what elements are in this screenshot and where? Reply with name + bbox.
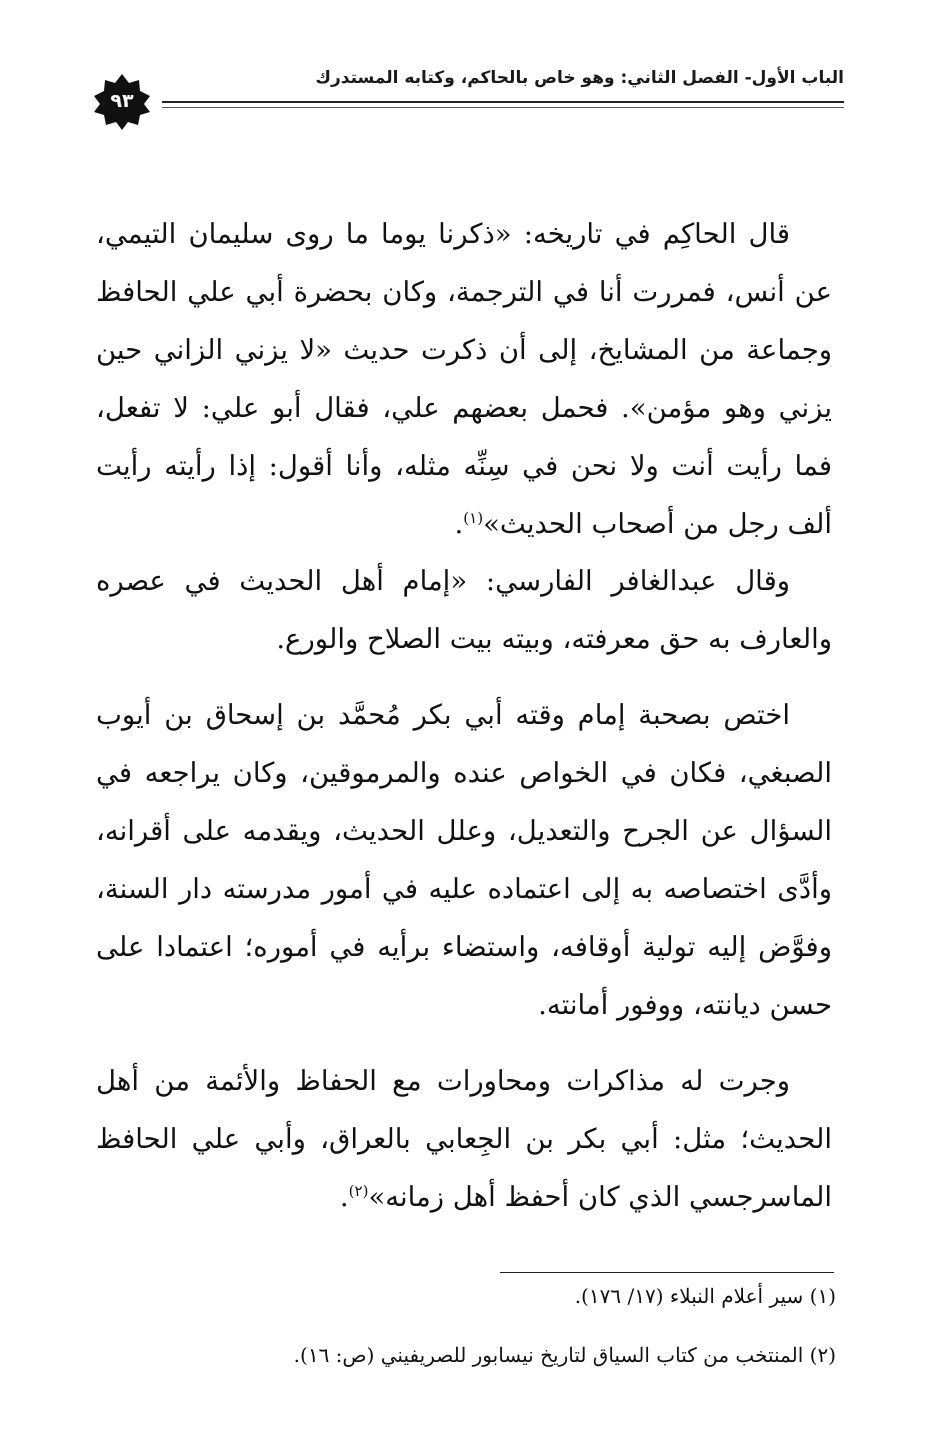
paragraph-4-end: . xyxy=(339,1181,349,1213)
paragraph-3 xyxy=(96,686,832,1034)
paragraph-1 xyxy=(96,205,832,553)
footnote-2: (٢) المنتخب من كتاب السياق لتاريخ نيسابور للصريفيني (ص: ١٦). xyxy=(293,1343,836,1367)
paragraph-1-text: قال الحاكِم في تاريخه: «ذكرنا يوما ما روى سليمان التيمي، عن أنس، فمررت أنا في الترجمة، وكان بحضرة أبي علي الحافظ وجماعة من المشايخ، إلى أن ذكرت حديث «لا يزني الزاني حين يزني وهو مؤمن». فحمل بعضهم علي، فقال أبو علي: لا تفعل، فما رأيت أنت ولا نحن في سِنِّه مثله، وأنا أقول: إذا رأيته رأيت ألف رجل من أصحاب الحديث» xyxy=(96,218,832,540)
page-number: ٩٣ xyxy=(110,90,134,112)
footnote-divider xyxy=(500,1272,834,1273)
paragraph-2 xyxy=(96,552,832,668)
footnote-1: (١) سير أعلام النبلاء (١٧/ ١٧٦). xyxy=(574,1284,836,1308)
paragraph-4 xyxy=(96,1052,832,1226)
footnote-ref-2: (٢) xyxy=(348,1181,369,1200)
footnote-ref-1: (١) xyxy=(463,508,484,527)
paragraph-1-end: . xyxy=(454,508,464,540)
paragraph-2-text: وقال عبدالغافر الفارسي: «إمام أهل الحديث في عصره والعارف به حق معرفته، وبيته بيت الصلاح والورع. xyxy=(96,565,832,655)
header-rule xyxy=(162,101,844,108)
footnotes xyxy=(96,1282,836,1400)
running-header xyxy=(92,58,844,128)
header-title: الباب الأول- الفصل الثاني: وهو خاص بالحاكم، وكتابه المستدرك xyxy=(315,68,844,88)
paragraph-3-text: اختص بصحبة إمام وقته أبي بكر مُحمَّد بن إسحاق بن أيوب الصبغي، فكان في الخواص عنده والمرموقين، وكان يراجعه في السؤال عن الجرح والتعديل، وعلل الحديث، ويقدمه على أقرانه، وأدَّى اختصاصه به إلى اعتماده عليه في أمور مدرسته دار السنة، وفوَّض إليه تولية أوقافه، واستضاء برأيه في أموره؛ اعتمادا على حسن ديانته، ووفور أمانته. xyxy=(96,699,832,1021)
paragraph-4-text: وجرت له مذاكرات ومحاورات مع الحفاظ والأئمة من أهل الحديث؛ مثل: أبي بكر بن الجِعابي بالعراق، وأبي علي الحافظ الماسرجسي الذي كان أحفظ أهل زمانه» xyxy=(96,1065,832,1213)
page-number-badge xyxy=(92,72,152,132)
